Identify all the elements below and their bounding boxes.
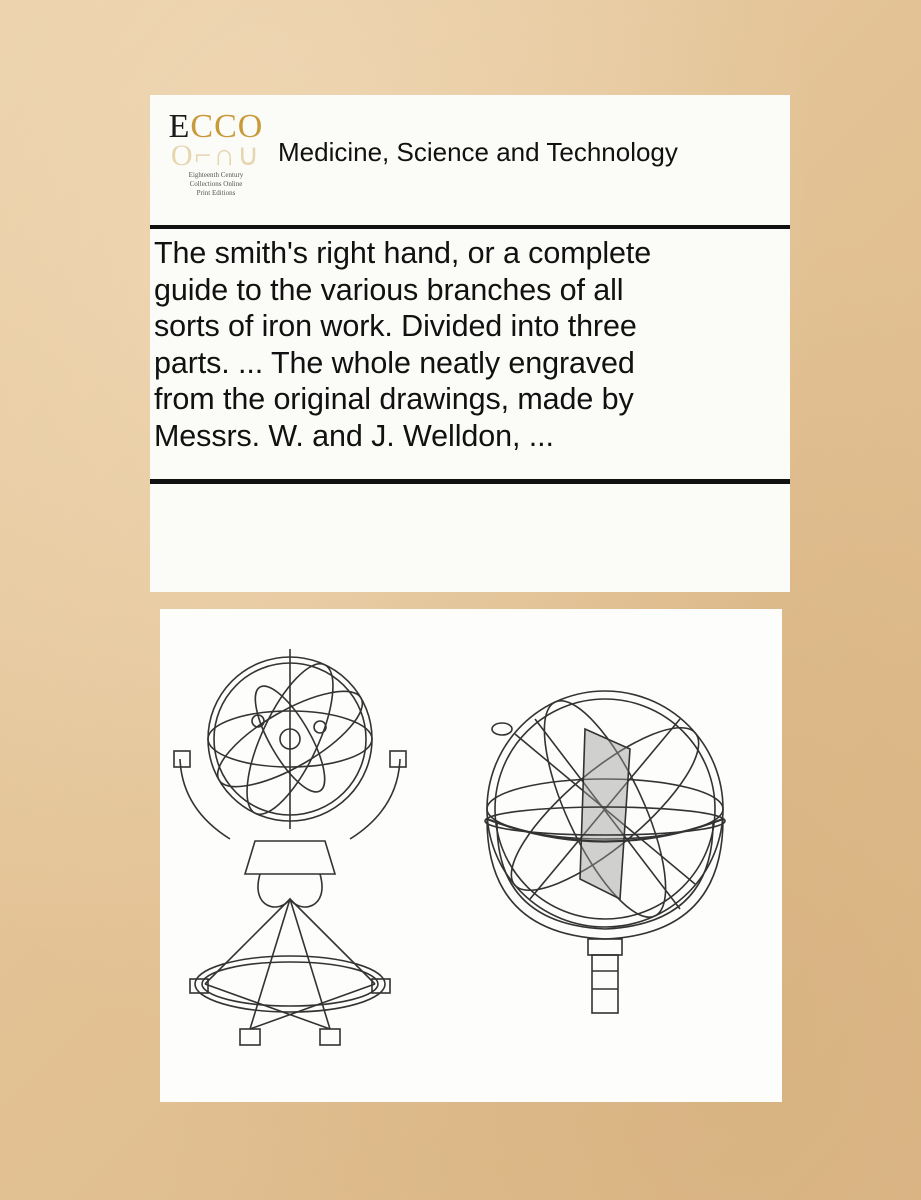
logo-line: Collections Online — [189, 180, 243, 188]
logo-line: Eighteenth Century — [188, 171, 244, 179]
ecco-logo — [162, 109, 270, 227]
title-line: sorts of iron work. Divided into three — [154, 309, 637, 343]
title-line: Messrs. W. and J. Welldon, ... — [154, 418, 554, 453]
title-line: guide to the various branches of all — [154, 272, 624, 307]
book-title — [154, 235, 786, 454]
divider-bottom — [150, 479, 790, 484]
engraving-plate — [160, 609, 782, 1102]
logo-mark: ECCO — [168, 108, 264, 145]
armillary-sphere-on-stand-icon — [174, 649, 406, 1045]
title-line: from the original drawings, made by — [154, 382, 634, 416]
divider-top — [150, 225, 790, 229]
logo-reflection: O⌐∩∪ — [170, 139, 262, 172]
title-line: parts. ... The whole neatly engraved — [154, 345, 635, 380]
title-line: The smith's right hand, or a complete — [154, 236, 652, 270]
cover-page — [150, 95, 790, 592]
logo-line: Print Editions — [196, 189, 236, 197]
series-title: Medicine, Science and Technology — [278, 137, 678, 167]
engraving-illustration — [160, 609, 782, 1102]
armillary-sphere-icon — [485, 686, 725, 1013]
